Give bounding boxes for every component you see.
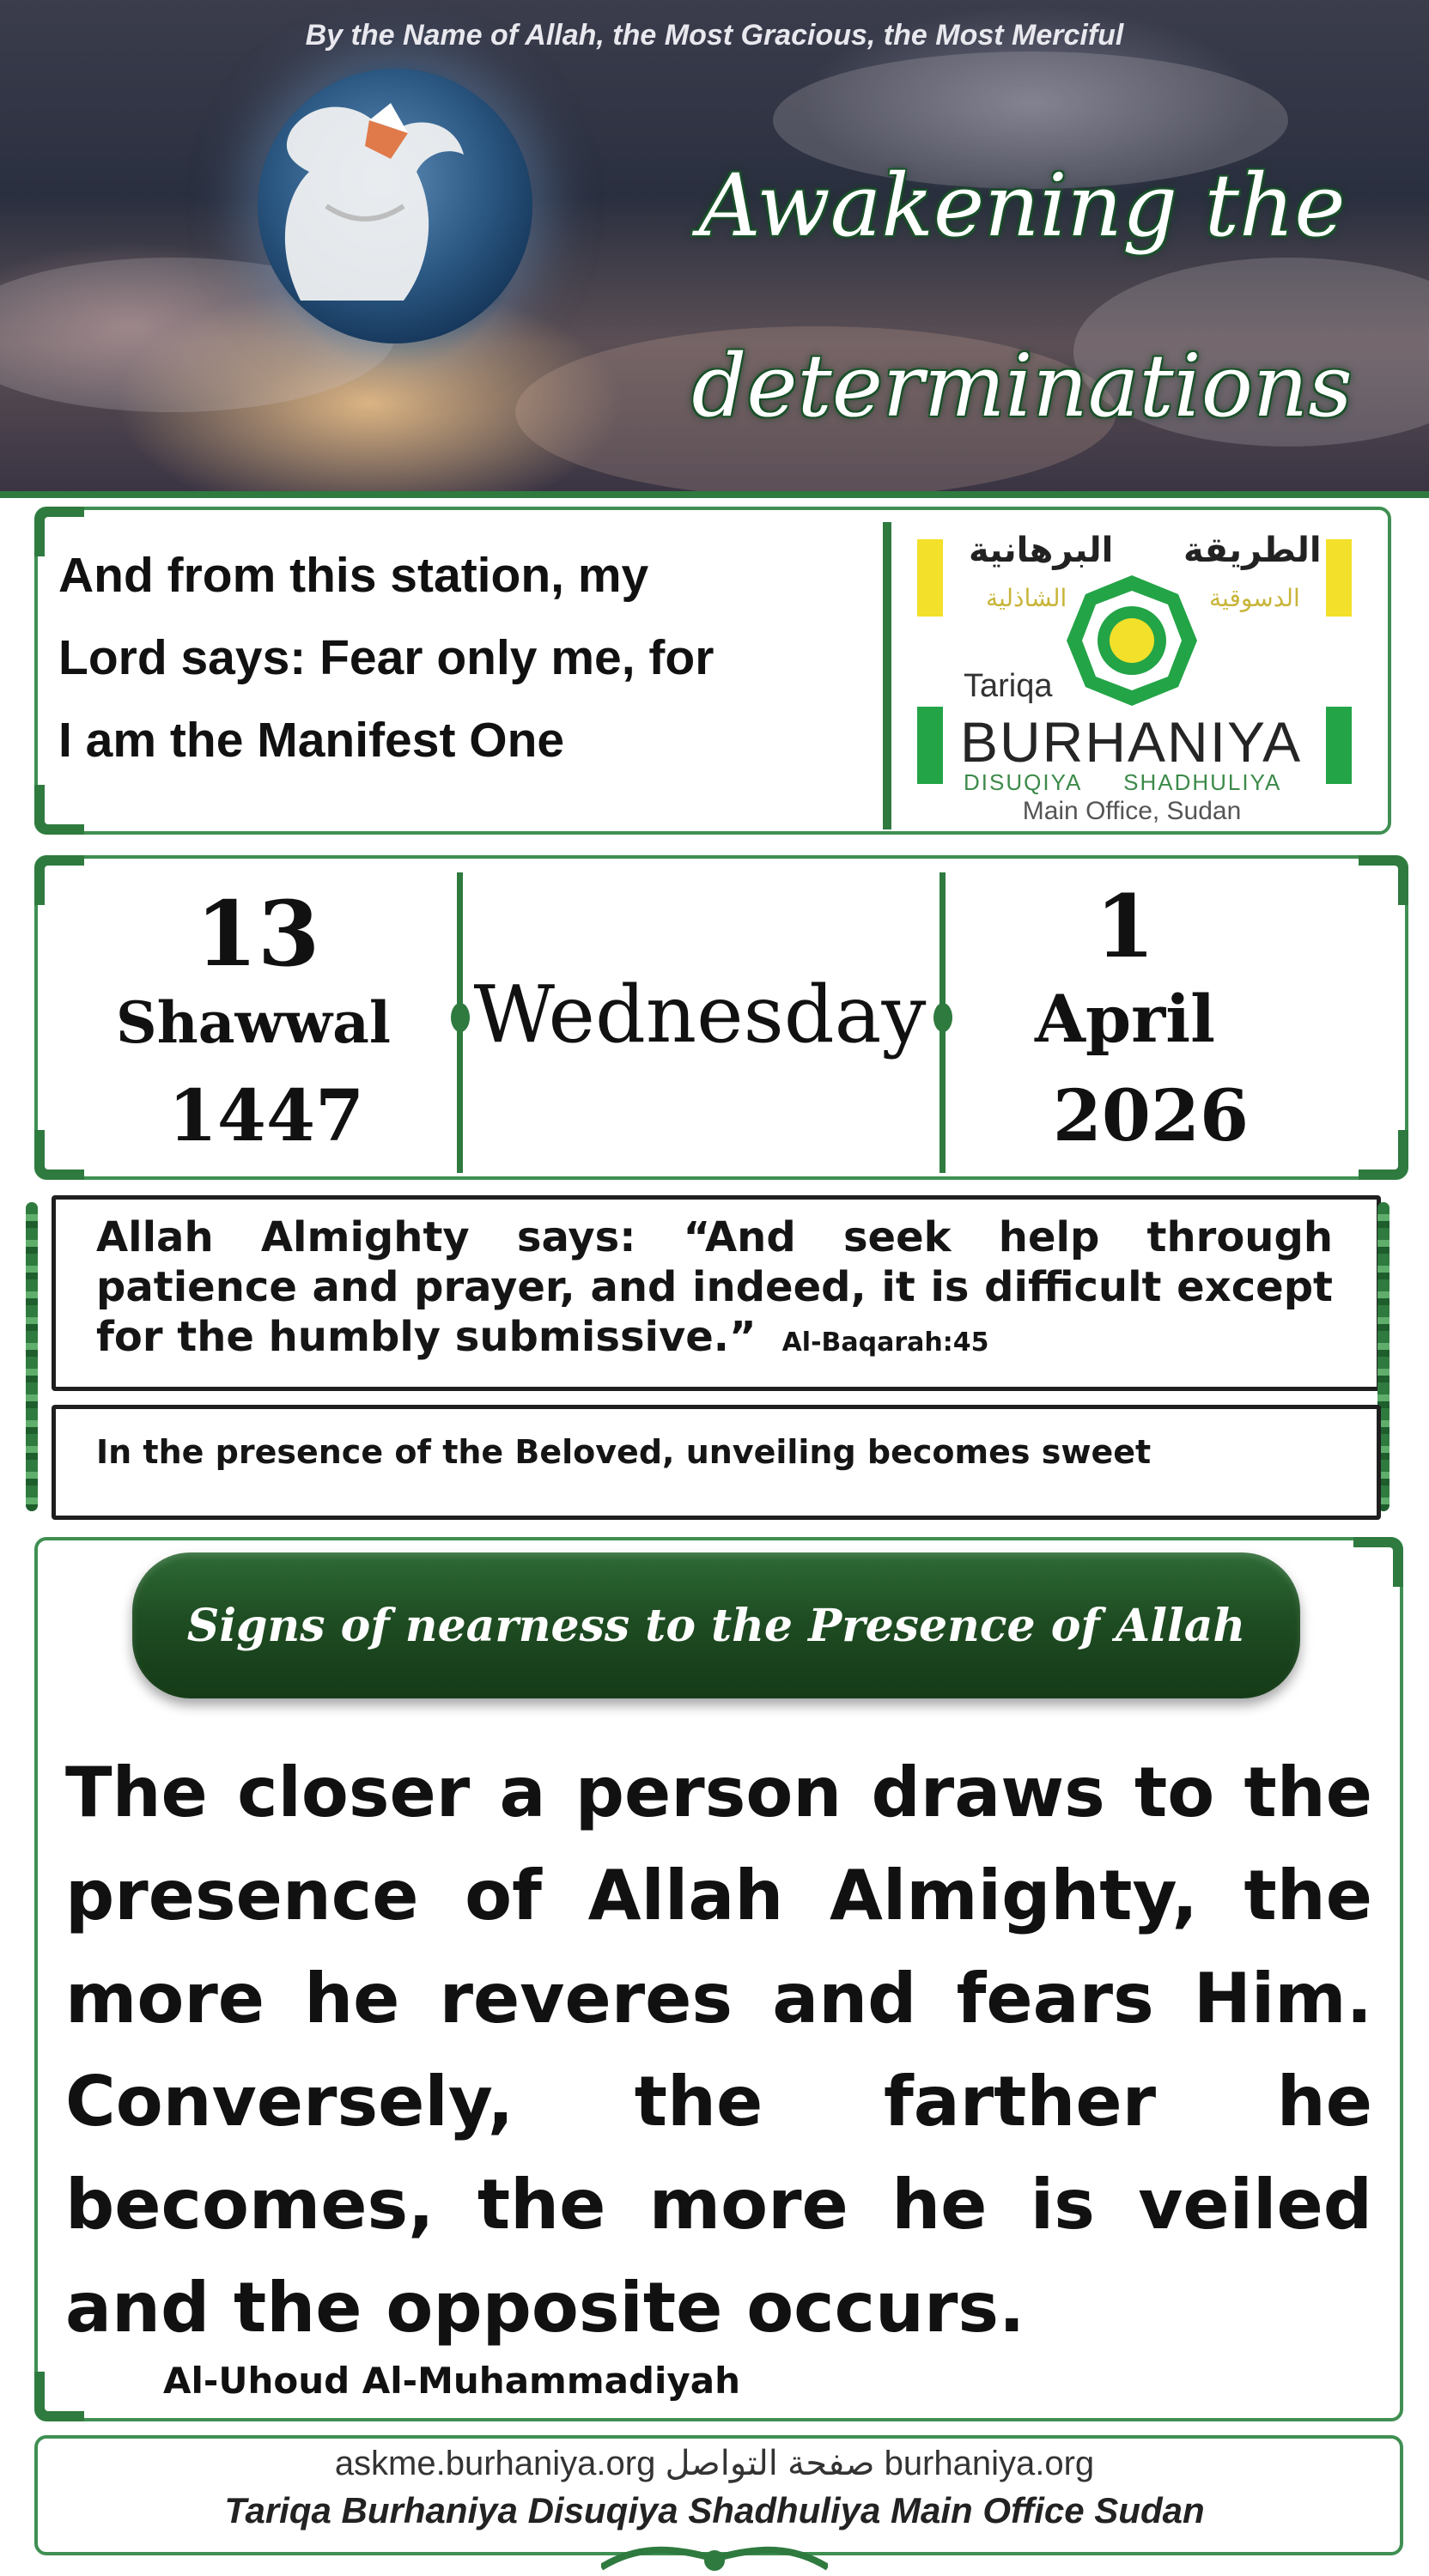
seal-emblem-icon xyxy=(1063,572,1201,709)
logo-subtitle xyxy=(964,769,1281,796)
gregorian-month: April xyxy=(1035,981,1215,1057)
divider-ornament-icon xyxy=(451,1003,470,1032)
frame-corner-ornament xyxy=(34,1130,84,1180)
verse-text: Allah Almighty says: “And seek help through patience and prayer, and indeed, it is difficult except for the humbly submissive.” xyxy=(96,1213,1333,1361)
bismillah-text: By the Name of Allah, the Most Gracious, the Most Merciful xyxy=(305,19,1124,52)
logo-arabic-tariqa: الطريقة xyxy=(1183,531,1322,570)
frame-corner-ornament xyxy=(1353,1537,1403,1587)
hijri-day: 13 xyxy=(195,881,320,987)
banner-title-line1: Awakening the xyxy=(698,155,1346,256)
footer-ornament-icon xyxy=(601,2542,828,2576)
logo-yellow-bar xyxy=(1326,539,1352,617)
logo-arabic-burhaniya: البرهانية xyxy=(969,531,1114,570)
footer-organization: Tariqa Burhaniya Disuqiya Shadhuliya Main Office Sudan xyxy=(224,2490,1205,2530)
hijri-year: 1447 xyxy=(167,1075,365,1157)
logo-tariqa: Tariqa xyxy=(964,668,1053,704)
logo-green-bar xyxy=(917,707,943,784)
sufi-figure-image xyxy=(240,77,498,318)
banner-title-line2: determinations xyxy=(691,336,1353,436)
intro-line: Lord says: Fear only me, for xyxy=(58,630,714,685)
frame-corner-ornament xyxy=(34,785,84,835)
section-title: Signs of nearness to the Presence of Allah xyxy=(132,1552,1300,1698)
vine-ornament xyxy=(26,1202,38,1511)
logo-name: BURHANIYA xyxy=(960,710,1303,774)
intro-line: And from this station, my xyxy=(58,548,649,603)
frame-corner-ornament xyxy=(1359,855,1408,905)
body-text: The closer a person draws to the presence of Allah Almighty, the more he reveres and fears Him. Conversely, the farther he becomes, the more he is veiled and the opposite occurs. xyxy=(65,1753,1372,2348)
saying-text: In the presence of the Beloved, unveiling becomes sweet xyxy=(96,1433,1152,1471)
verse-reference: Al-Baqarah:45 xyxy=(781,1327,989,1358)
hijri-month: Shawwal xyxy=(116,989,391,1056)
frame-corner-ornament xyxy=(34,2372,84,2421)
gregorian-year: 2026 xyxy=(1052,1075,1250,1157)
logo-office: Main Office, Sudan xyxy=(1022,797,1242,825)
divider-ornament-icon xyxy=(933,1003,952,1032)
header-banner xyxy=(0,0,1429,498)
intro-line: I am the Manifest One xyxy=(58,713,565,768)
logo-sub-left: DISUQIYA xyxy=(964,769,1081,795)
intro-quote xyxy=(58,534,883,781)
logo-arabic-disuqiya: الدسوقية xyxy=(1209,584,1300,612)
author-attribution: Al-Uhoud Al-Muhammadiyah xyxy=(163,2360,740,2402)
logo-green-bar xyxy=(1326,707,1352,784)
quran-verse xyxy=(96,1212,1333,1368)
footer-urls: askme.burhaniya.org صفحة التواصل burhaniya.org xyxy=(334,2445,1095,2482)
gregorian-day: 1 xyxy=(1095,876,1155,977)
logo-sub-right: SHADHULIYA xyxy=(1123,769,1282,795)
logo-arabic-shadhuliya: الشاذلية xyxy=(986,584,1067,612)
weekday: Wednesday xyxy=(473,969,927,1060)
burhaniya-logo xyxy=(883,522,1377,829)
logo-yellow-bar xyxy=(917,539,943,617)
frame-corner-ornament xyxy=(34,855,84,905)
frame-corner-ornament xyxy=(1359,1130,1408,1180)
